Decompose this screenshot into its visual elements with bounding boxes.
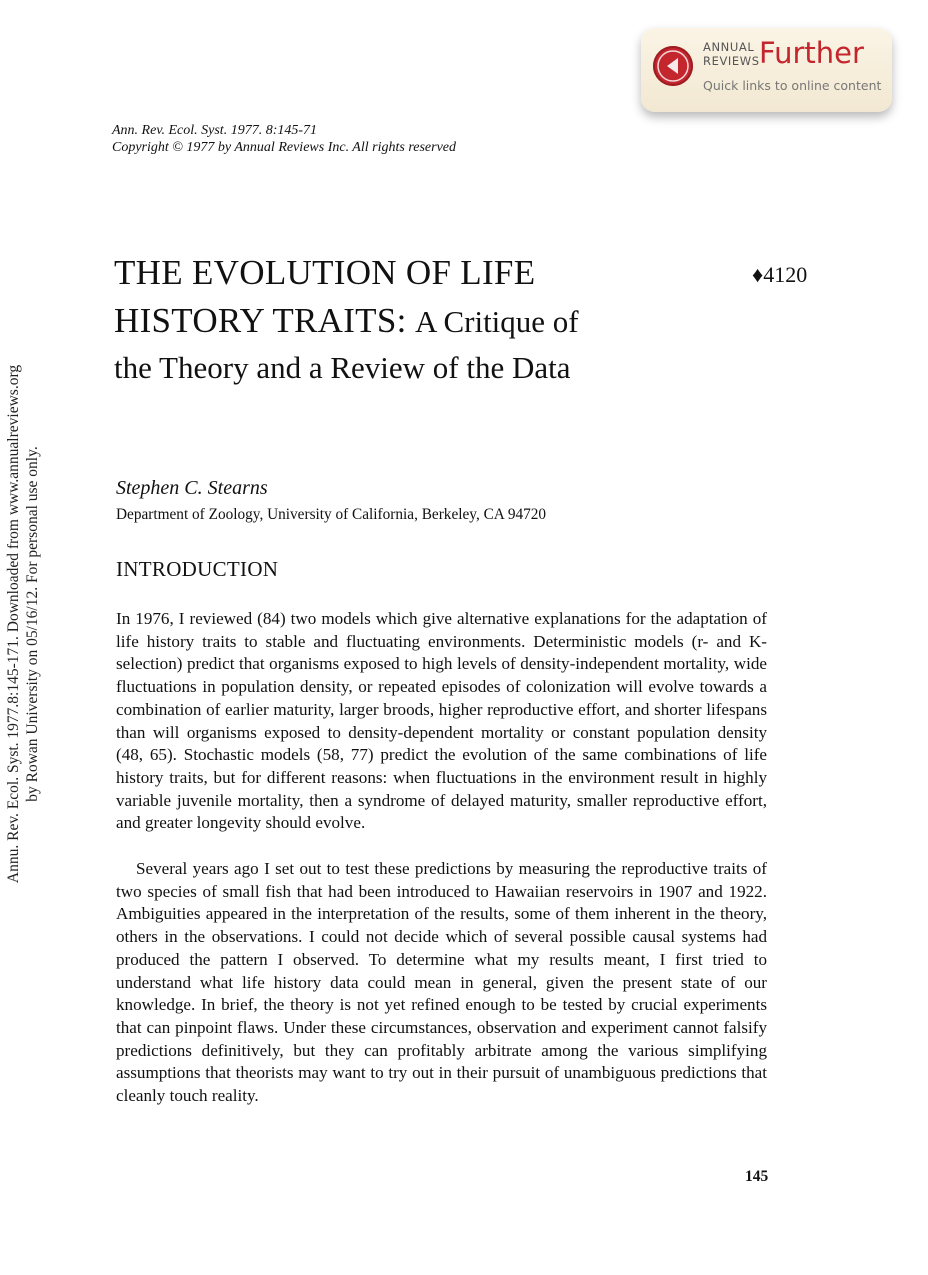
title-main: THE EVOLUTION OF LIFE HISTORY TRAITS: [114, 253, 536, 340]
body-paragraph-1: In 1976, I reviewed (84) two models which give alternative explanations for the adaptation of life history traits to stable and fluctuating environments. Deterministic models (r- and K-selection) predict that organisms exposed to high levels of density-independent mortality, wide fluctuations in population density, or repeated episodes of colonization will evolve towards a combination of earlier maturity, larger broods, higher reproductive effort, and shorter lifespans than will organisms exposed to density-dependent mortality or constant population density (48, 65). Stochastic models (58, 77) predict the evolution of the same combinations of life history traits, but for different reasons: when fluctuations in the environment result in highly variable juvenile mortality, then a syndrome of delayed maturity, smaller reproductive effort, and greater longevity should evolve. [116, 609, 767, 833]
author-affiliation: Department of Zoology, University of California, Berkeley, CA 94720 [116, 506, 547, 523]
page-number: 145 [745, 1168, 769, 1185]
back-arrow-icon [653, 46, 693, 86]
body-paragraph-2: Several years ago I set out to test these predictions by measuring the reproductive traits of two species of small fish that had been introduced to Hawaiian reservoirs in 1907 and 1922. Ambiguities appeared in the interpretation of the results, some of them inherent in the theory, others in the observations. I could not decide which of several possible causal systems had produced the pattern I observed. To determine what my results meant, I first tried to understand what life history data could mean in general, given the present state of our knowledge. In brief, the theory is not yet refined enough to be tested by crucial experiments that can pinpoint flaws. Under these circumstances, observation and experiment cannot falsify predictions definitively, but they can profitably arbitrate among the various simplifying assumptions that theorists may want to try out in their pursuit of unambiguous predictions that cleanly touch reality. [116, 859, 767, 1106]
download-watermark [4, 334, 42, 914]
article-code: ♦4120 [752, 262, 808, 287]
watermark-line-1: Annu. Rev. Ecol. Syst. 1977.8:145-171. Downloaded from www.annualreviews.org [5, 364, 22, 884]
badge-reviews-label: REVIEWS [703, 54, 760, 68]
watermark-line-2: by Rowan University on 05/16/12. For personal use only. [24, 446, 41, 802]
further-quick-links-badge[interactable] [641, 28, 892, 112]
title-subtitle: A Critique of the Theory and a Review of the Data [114, 303, 579, 385]
badge-annual-label: ANNUAL [703, 40, 755, 54]
copyright-line: Copyright © 1977 by Annual Reviews Inc. All rights reserved [112, 140, 456, 155]
article-title [114, 250, 614, 392]
badge-tagline: Quick links to online content [703, 78, 882, 93]
section-heading: INTRODUCTION [116, 557, 279, 581]
journal-citation: Ann. Rev. Ecol. Syst. 1977. 8:145-71 [112, 123, 318, 138]
badge-further-label: Further [759, 36, 864, 70]
author-name: Stephen C. Stearns [116, 477, 268, 499]
